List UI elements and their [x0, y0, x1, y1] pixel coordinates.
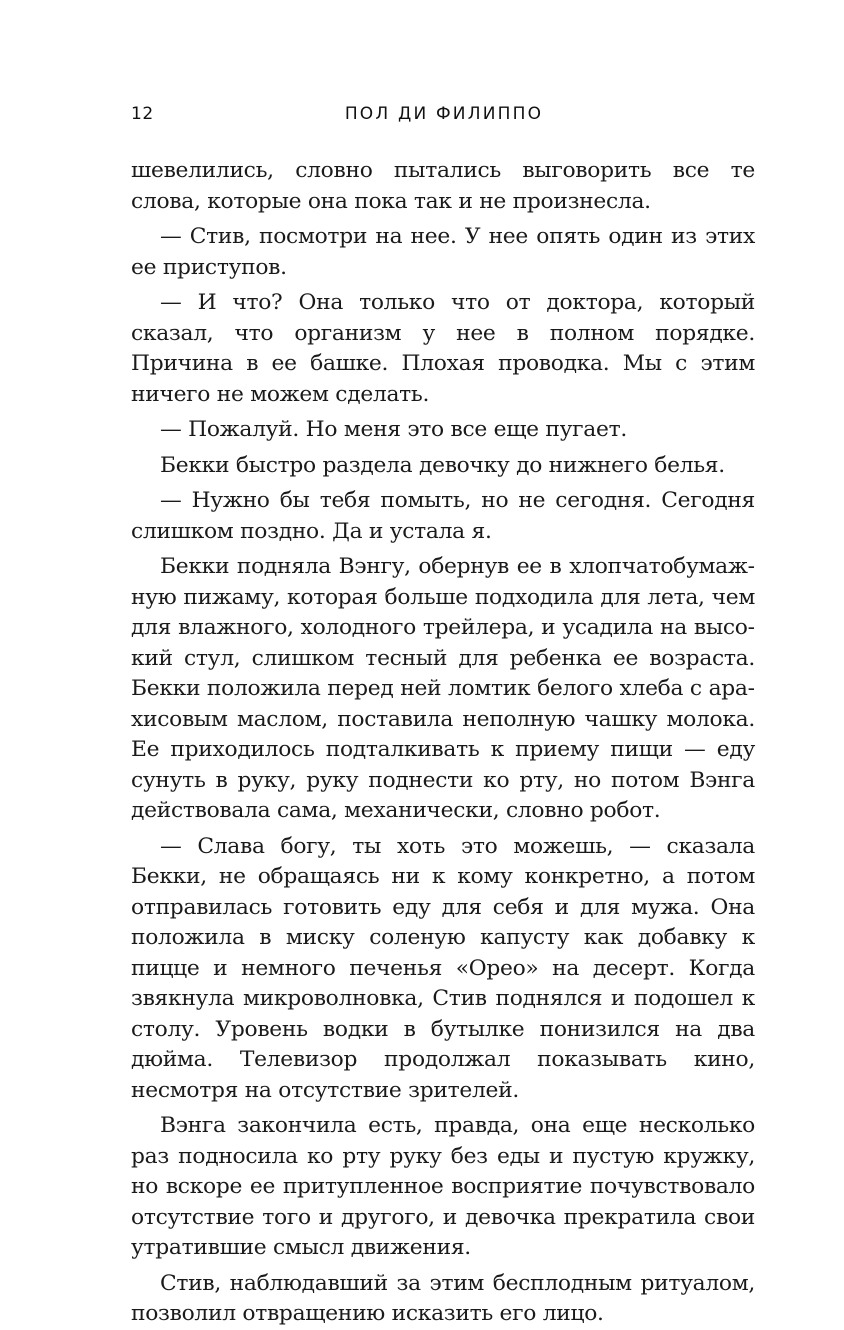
- paragraph-dialogue: — Слава богу, ты хоть это можешь, — сказала Бекки, не обращаясь ни к кому конкретно, а потом отправилась готовить еду для себя и для мужа. Она положила в миску соленую капусту как добавку к пицце и немного печенья «Орео» на десерт. Когда звякнула микроволновка, Стив поднялся и подошел к столу. Уровень водки в бутылке понизился на два дюйма. Телевизор продолжал показывать кино, несмотря на отсутствие зрителей.: [131, 833, 755, 1103]
- running-header: [131, 100, 757, 130]
- paragraph: Бекки подняла Вэнгу, обернув ее в хлопчатобумажную пижаму, которая больше подходила для лета, чем для влажного, холодного трейлера, и усадила на высокий стул, слишком тесный для ребенка ее возраста. Бекки положила перед ней ломтик белого хлеба с арахисовым маслом, поставила неполную чашку молока. Ее приходилось подталкивать к приему пищи — еду сунуть в руку, руку поднести ко рту, но потом Вэнга действовала сама, механически, словно робот.: [131, 554, 755, 823]
- running-title: ПОЛ ДИ ФИЛИППО: [344, 104, 544, 124]
- paragraph: Бекки быстро раздела девочку до нижнего белья.: [160, 452, 725, 478]
- paragraph-dialogue: — Нужно бы тебя помыть, но не сегодня. Сегодня слишком поздно. Да и устала я.: [131, 488, 755, 544]
- paragraph-dialogue: — И что? Она только что от доктора, который сказал, что организм у нее в полном порядке. Причина в ее башке. Плохая проводка. Мы с этим ничего не можем сделать.: [131, 290, 755, 407]
- paragraph-continuation: шевелились, словно пытались выговорить все те слова, которые она пока так и не произнесла.: [131, 158, 755, 214]
- paragraph: Стив, наблюдавший за этим бесплодным ритуалом, позволил отвращению исказить его лицо.: [131, 1270, 755, 1326]
- body-text: [131, 156, 755, 1330]
- paragraph: Вэнга закончила есть, правда, она еще несколько раз подносила ко рту руку без еды и пустую кружку, но вскоре ее притупленное восприятие почувствовало отсутствие того и другого, и девочка прекратила свои утратившие смысл движения.: [131, 1113, 755, 1260]
- page-number: 12: [131, 104, 154, 124]
- paragraph-dialogue: — Пожалуй. Но меня это все еще пугает.: [160, 417, 627, 442]
- paragraph-dialogue: — Стив, посмотри на нее. У нее опять один из этих ее приступов.: [131, 224, 755, 280]
